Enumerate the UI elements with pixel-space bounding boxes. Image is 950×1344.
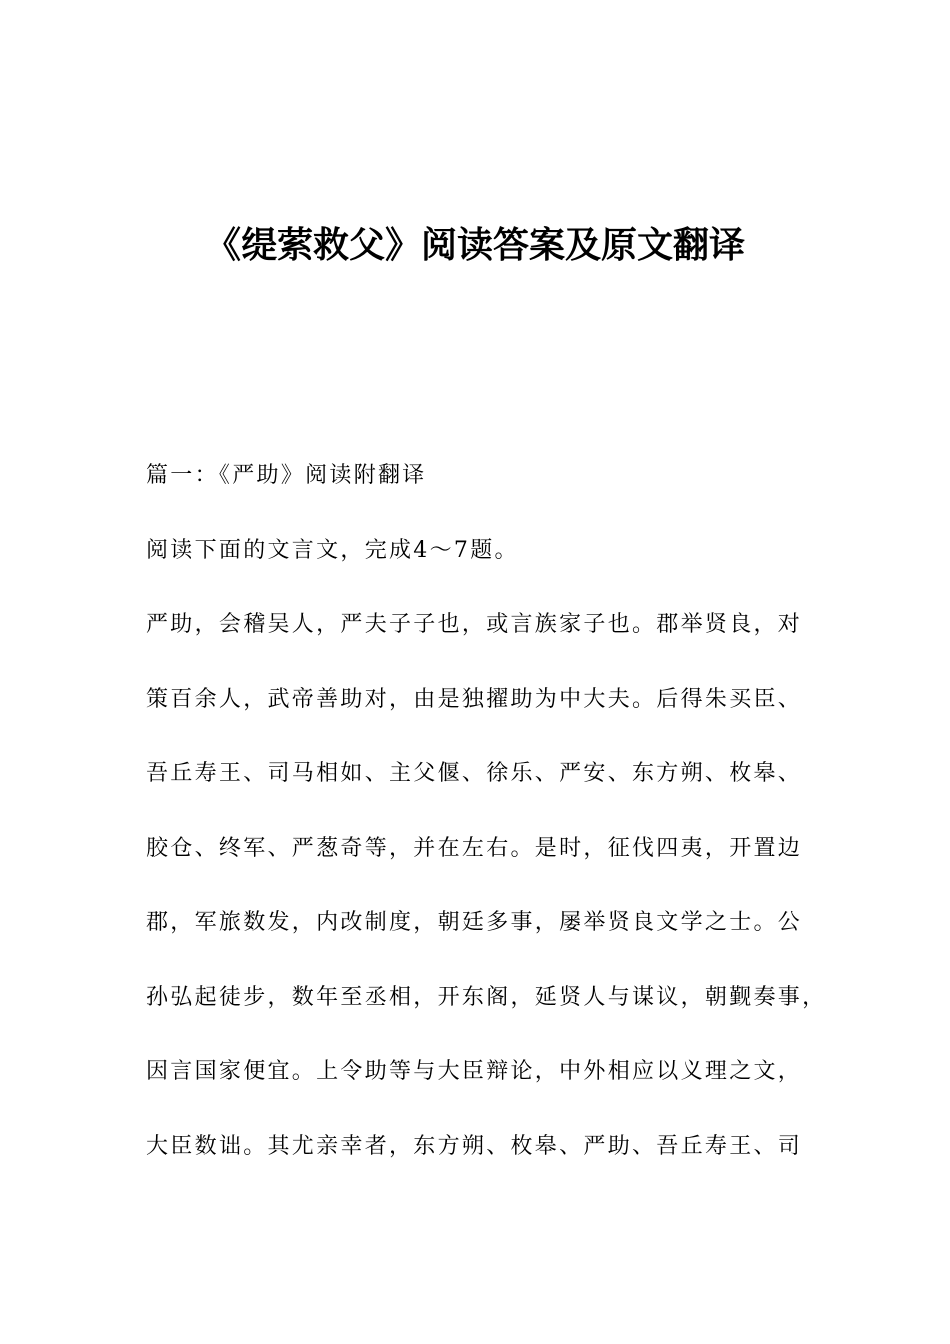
- text-line: 策百余人，武帝善助对，由是独擢助为中大夫。后得朱买臣、: [146, 687, 803, 712]
- text-line: 郡，军旅数发，内改制度，朝廷多事，屡举贤良文学之士。公: [146, 910, 803, 935]
- text-line: 严助，会稽吴人，严夫子子也，或言族家子也。郡举贤良，对: [146, 612, 803, 637]
- text-line: 吾丘寿王、司马相如、主父偃、徐乐、严安、东方朔、枚皋、: [146, 761, 803, 786]
- instruction-line: 阅读下面的文言文，完成4～7题。: [146, 538, 519, 563]
- document-title: 《缇萦救父》阅读答案及原文翻译: [204, 225, 745, 266]
- text-line: 孙弘起徒步，数年至丞相，开东阁，延贤人与谋议，朝觐奏事，: [146, 985, 827, 1010]
- section-heading: 篇一：《严助》阅读附翻译: [146, 463, 427, 488]
- text-line: 大臣数诎。其尤亲幸者，东方朔、枚皋、严助、吾丘寿王、司: [146, 1134, 803, 1159]
- text-line: 胶仓、终军、严葱奇等，并在左右。是时，征伐四夷，开置边: [146, 836, 803, 861]
- text-line: 因言国家便宜。上令助等与大臣辩论，中外相应以义理之文，: [146, 1059, 803, 1084]
